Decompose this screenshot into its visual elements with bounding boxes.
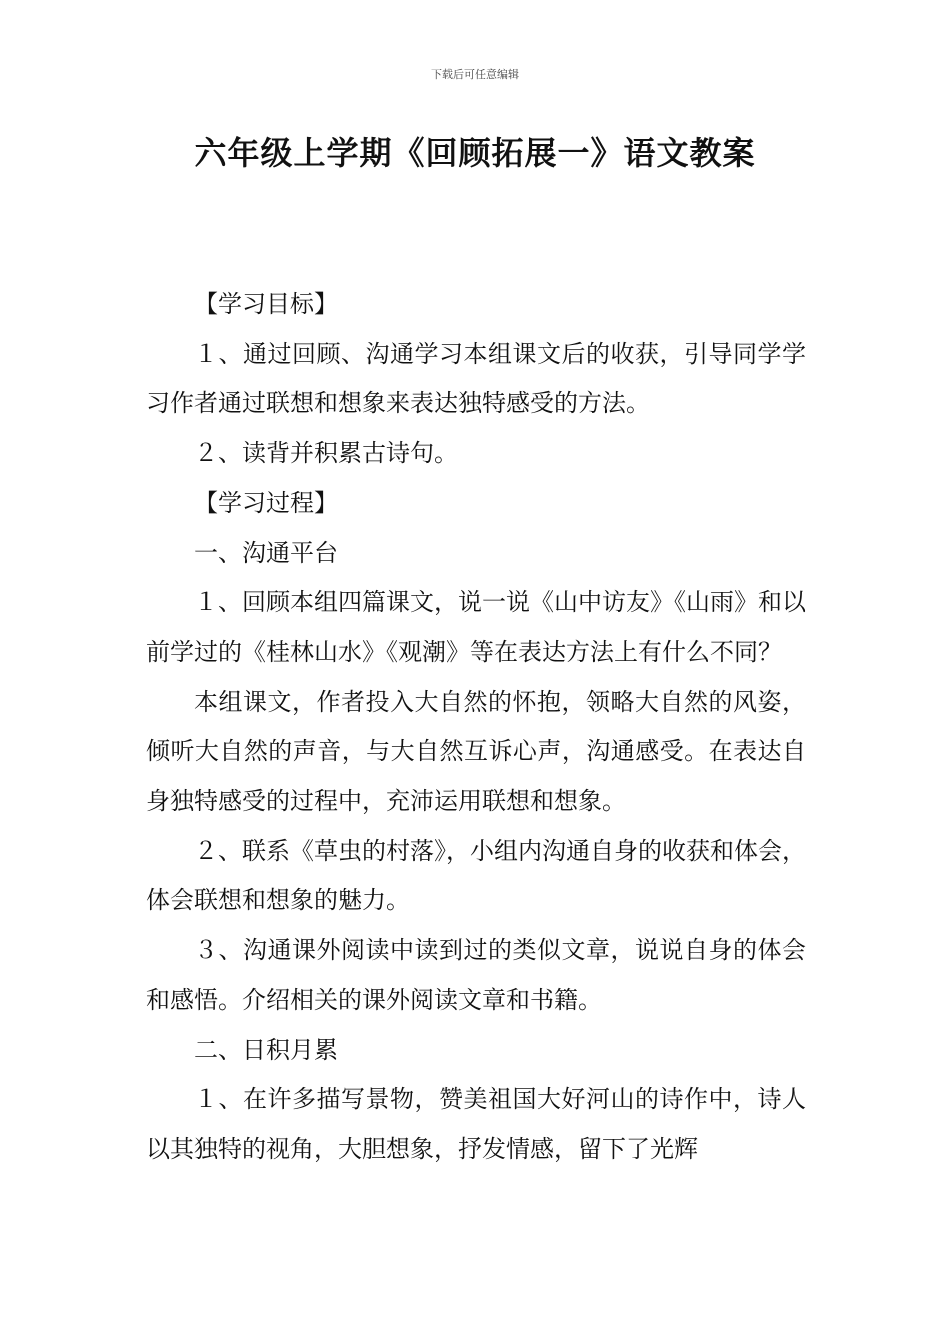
section-heading-objectives: 【学习目标】 bbox=[194, 290, 338, 318]
paragraph: ２、联系《草虫的村落》，小组内沟通自身的收获和体会，体会联想和想象的魅力。 bbox=[146, 836, 806, 915]
section-heading-process: 【学习过程】 bbox=[194, 488, 338, 517]
paragraph: １、通过回顾、沟通学习本组课文后的收获，引导同学学习作者通过联想和想象来表达独特感受的方法。 bbox=[146, 339, 806, 418]
document-title: 六年级上学期《回顾拓展一》语文教案 bbox=[194, 134, 756, 172]
paragraph: 本组课文，作者投入大自然的怀抱，领略大自然的风姿，倾听大自然的声音，与大自然互诉心声，沟通感受。在表达自身独特感受的过程中，充沛运用联想和想象。 bbox=[146, 687, 806, 816]
paragraph: ２、读背并积累古诗句。 bbox=[194, 439, 458, 468]
document-body bbox=[146, 280, 806, 1175]
subsection-heading: 二、日积月累 bbox=[194, 1035, 338, 1064]
paragraph: １、回顾本组四篇课文，说一说《山中访友》《山雨》和以前学过的《桂林山水》《观潮》等在表达方法上有什么不同？ bbox=[146, 588, 806, 666]
header-note: 下载后可任意编辑 bbox=[431, 68, 519, 81]
paragraph: ３、沟通课外阅读中读到过的类似文章，说说自身的体会和感悟。介绍相关的课外阅读文章和书籍。 bbox=[146, 936, 806, 1014]
paragraph: １、在许多描写景物，赞美祖国大好河山的诗作中，诗人以其独特的视角，大胆想象，抒发情感，留下了光辉 bbox=[146, 1085, 806, 1163]
subsection-heading: 一、沟通平台 bbox=[194, 538, 338, 567]
